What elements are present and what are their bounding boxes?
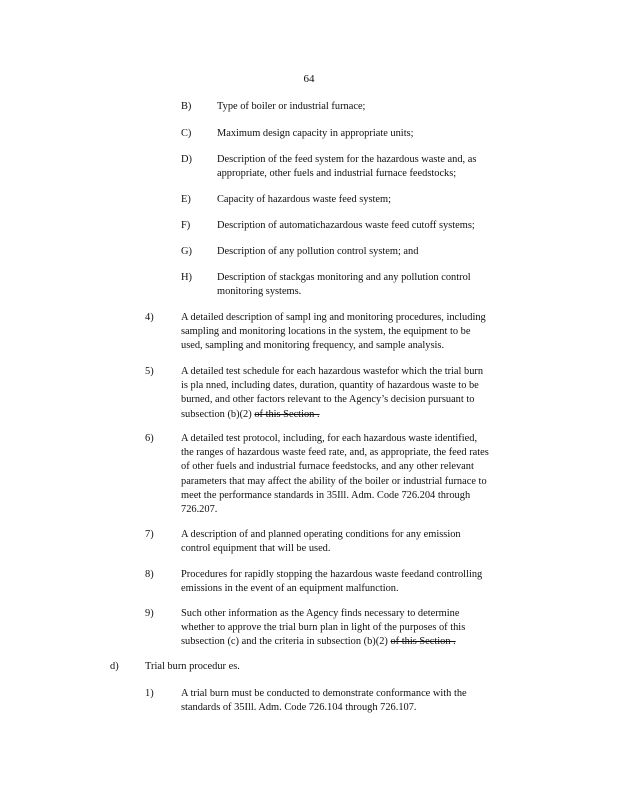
item-line: Description of the feed system for the hazardous waste and, as xyxy=(217,154,477,165)
item-line: Maximum design capacity in appropriate units; xyxy=(217,128,414,139)
item-line: appropriate, other fuels and industrial furnace feedstocks; xyxy=(217,168,457,180)
item-line: is pla nned, including dates, duration, quantity of hazardous waste to be xyxy=(181,380,479,392)
item-line: burned, and other factors relevant to the Agency’s decision pursuant to xyxy=(181,394,475,406)
item-line: parameters that may affect the ability of the boiler or industrial furnace to xyxy=(181,475,487,487)
item-label: d) xyxy=(110,661,119,672)
item-line: Capacity of hazardous waste feed system; xyxy=(217,194,391,205)
item-label: H) xyxy=(181,272,192,283)
item-label: 7) xyxy=(145,529,154,540)
item-line: standards of 35Ill. Adm. Code 726.104 through 726.107. xyxy=(181,702,417,714)
item-line: Description of stackgas monitoring and any pollution control xyxy=(217,272,471,283)
item-line: whether to approve the trial burn plan in light of the purposes of this xyxy=(181,622,466,634)
item-line: A description of and planned operating conditions for any emission xyxy=(181,529,461,540)
item-line: sampling and monitoring locations in the system, the equipment to be xyxy=(181,326,471,338)
item-label: E) xyxy=(181,194,191,205)
item-label: 8) xyxy=(145,569,154,580)
item-label: C) xyxy=(181,128,192,139)
item-line: A detailed description of sampl ing and monitoring procedures, including xyxy=(181,312,486,323)
item-line: control equipment that will be used. xyxy=(181,543,331,555)
item-label: B) xyxy=(181,101,192,112)
item-label: 4) xyxy=(145,312,154,323)
item-line: of other fuels and industrial furnace feedstocks, and any other relevant xyxy=(181,461,474,473)
item-label: 1) xyxy=(145,688,154,699)
item-line: Description of automatichazardous waste feed cutoff systems; xyxy=(217,220,475,231)
item-label: F) xyxy=(181,220,191,231)
item-label: G) xyxy=(181,246,192,257)
item-line: A detailed test schedule for each hazardous wastefor which the trial burn xyxy=(181,366,484,377)
item-line: meet the performance standards in 35Ill. Adm. Code 726.204 through xyxy=(181,489,471,501)
item-line: A trial burn must be conducted to demonstrate conformance with the xyxy=(181,688,467,699)
item-line: monitoring systems. xyxy=(217,286,302,298)
item-line: emissions in the event of an equipment malfunction. xyxy=(181,583,399,595)
item-line: Description of any pollution control system; and xyxy=(217,246,419,257)
item-line: Trial burn procedur es. xyxy=(145,661,240,672)
item-line: Such other information as the Agency finds necessary to determine xyxy=(181,608,460,619)
item-line: A detailed test protocol, including, for each hazardous waste identified, xyxy=(181,433,478,444)
item-label: D) xyxy=(181,154,192,165)
item-line: subsection (b)(2) xyxy=(181,408,252,420)
item-line: Procedures for rapidly stopping the hazardous waste feedand controlling xyxy=(181,569,483,580)
page-number: 64 xyxy=(303,73,315,85)
item-line: Type of boiler or industrial furnace; xyxy=(217,101,366,112)
item-label: 5) xyxy=(145,366,154,377)
struck-text: of this Section . xyxy=(390,636,456,648)
item-line: used, sampling and monitoring frequency, and sample analysis. xyxy=(181,340,445,352)
item-line: 726.207. xyxy=(181,504,218,516)
item-line: the ranges of hazardous waste feed rate, and, as appropriate, the feed rates xyxy=(181,447,489,459)
item-label: 9) xyxy=(145,608,154,619)
struck-text: of this Section . xyxy=(254,408,320,420)
item-line: subsection (c) and the criteria in subsection (b)(2) xyxy=(181,636,388,648)
item-label: 6) xyxy=(145,433,154,444)
